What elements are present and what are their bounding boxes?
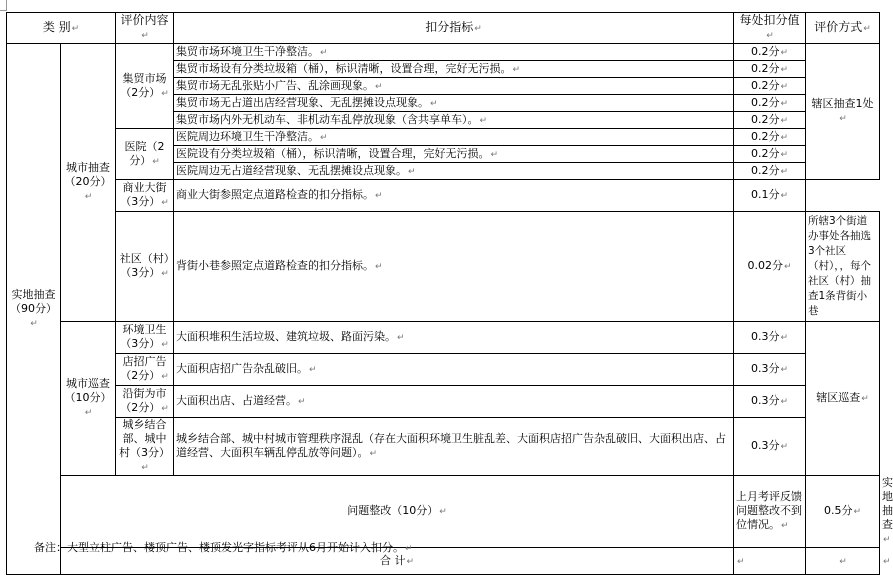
item-cell: 集贸市场无占道出店经营现象、无乱摆摊设点现象。↵ — [174, 95, 734, 112]
group-commercial: 商业大街（3分）↵ — [116, 180, 174, 212]
group-env: 环境卫生（3分）↵ — [116, 322, 174, 354]
item-cell: 大面积出店、占道经营。↵ — [174, 386, 734, 418]
table-row — [7, 180, 880, 212]
group-hospital: 医院（2分）↵ — [116, 129, 174, 180]
item-cell: 商业大街参照定点道路检查的扣分指标。↵ — [174, 180, 734, 212]
item-cell: 集贸市场设有分类垃圾箱（桶），标识清晰，设置合理，完好无污损。↵ — [174, 61, 734, 78]
item-cell: 大面积店招广告杂乱破旧。↵ — [174, 354, 734, 386]
group-market: 集贸市场（2分）↵ — [116, 44, 174, 129]
item-cell: 集贸市场环境卫生干净整洁。↵ — [174, 44, 734, 61]
table-row — [7, 418, 880, 476]
evaluation-table — [6, 12, 893, 575]
table-row — [7, 386, 880, 418]
deduct-cell: 0.2分↵ — [734, 44, 806, 61]
item-cell: 医院周边环境卫生干净整洁。↵ — [174, 129, 734, 146]
group-urban-rural: 城乡结合部、城中村（3分）↵ — [116, 418, 174, 476]
total-label: 合 计↵ — [61, 548, 734, 575]
total-deduct-cell: ↵ — [806, 548, 880, 575]
header-indicator: 扣分指标↵ — [174, 13, 734, 44]
deduct-cell: 0.02分↵ — [734, 212, 806, 322]
group-shop-sign: 店招广告（2分）↵ — [116, 354, 174, 386]
section-field: 实地抽查（90分）↵ — [7, 44, 61, 575]
deduct-cell: 0.2分↵ — [734, 61, 806, 78]
group-community: 社区（村）（3分）↵ — [116, 212, 174, 322]
header-row — [7, 13, 880, 44]
deduct-cell: 0.5分↵ — [806, 476, 880, 548]
section-city-sample: 城市抽查（20分）↵ — [61, 44, 116, 322]
item-cell: 集贸市场内外无机动车、非机动车乱停放现象（含共享单车）。↵ — [174, 112, 734, 129]
group-street-market: 沿街为市（2分）↵ — [116, 386, 174, 418]
item-cell: 大面积堆积生活垃圾、建筑垃圾、路面污染。↵ — [174, 322, 734, 354]
table-row — [7, 354, 880, 386]
method-district-sample: 辖区抽查1处↵ — [806, 44, 880, 180]
item-cell: 集贸市场无乱张贴小广告、乱涂画现象。↵ — [174, 78, 734, 95]
rectify-label: 问题整改（10分）↵ — [61, 476, 734, 548]
deduct-cell: 0.3分↵ — [734, 322, 806, 354]
deduct-cell: 0.2分↵ — [734, 95, 806, 112]
deduct-cell: 0.2分↵ — [734, 146, 806, 163]
deduct-cell: 0.1分↵ — [734, 180, 806, 212]
item-cell: 城乡结合部、城中村城市管理秩序混乱（存在大面积环境卫生脏乱差、大面积店招广告杂乱破旧、大面积出店、占道经营、大面积车辆乱停乱放等问题）。↵ — [174, 418, 734, 476]
total-row: 合 计↵ ↵ ↵ ↵ — [7, 548, 880, 575]
item-cell: 医院周边无占道经营现象、无乱摆摊设点现象。↵ — [174, 163, 734, 180]
header-method: 评价方式↵ — [806, 13, 880, 44]
header-category: 类 别↵ — [7, 13, 116, 44]
header-deduct: 每处扣分值↵ — [734, 13, 806, 44]
method-district-patrol: 辖区巡查↵ — [806, 322, 880, 476]
deduct-cell: 0.2分↵ — [734, 112, 806, 129]
deduct-cell: 0.3分↵ — [734, 354, 806, 386]
deduct-cell: 0.3分↵ — [734, 386, 806, 418]
item-cell: 上月考评反馈问题整改不到位情况。↵ — [734, 476, 806, 548]
item-cell: 医院设有分类垃圾箱（桶），标识清晰，设置合理，完好无污损。↵ — [174, 146, 734, 163]
deduct-cell: 0.2分↵ — [734, 129, 806, 146]
table-row — [7, 322, 880, 354]
table-row: 问题整改（10分）↵ 上月考评反馈问题整改不到位情况。↵ 0.5分↵ 实地抽查↵ — [7, 476, 880, 548]
method-community-sample: 所辖3个街道办事处各抽选3个社区（村），，每个社区（村）抽查1条背街小巷 — [806, 212, 880, 322]
section-city-patrol: 城市巡查（10分）↵ — [61, 322, 116, 476]
page-corner-mark — [0, 0, 7, 11]
total-item-cell: ↵ — [734, 548, 806, 575]
table-row — [7, 129, 880, 146]
footnote: 备注：大型立柱广告、楼顶广告、楼顶发光字指标考评从6月开始计入扣分。↵ — [34, 541, 413, 554]
deduct-cell: 0.2分↵ — [734, 163, 806, 180]
table-row — [7, 212, 880, 322]
table-row — [7, 44, 880, 61]
item-cell: 背街小巷参照定点道路检查的扣分指标。↵ — [174, 212, 734, 322]
deduct-cell: 0.3分↵ — [734, 418, 806, 476]
deduct-cell: 0.2分↵ — [734, 78, 806, 95]
header-content: 评价内容↵ — [116, 13, 174, 44]
